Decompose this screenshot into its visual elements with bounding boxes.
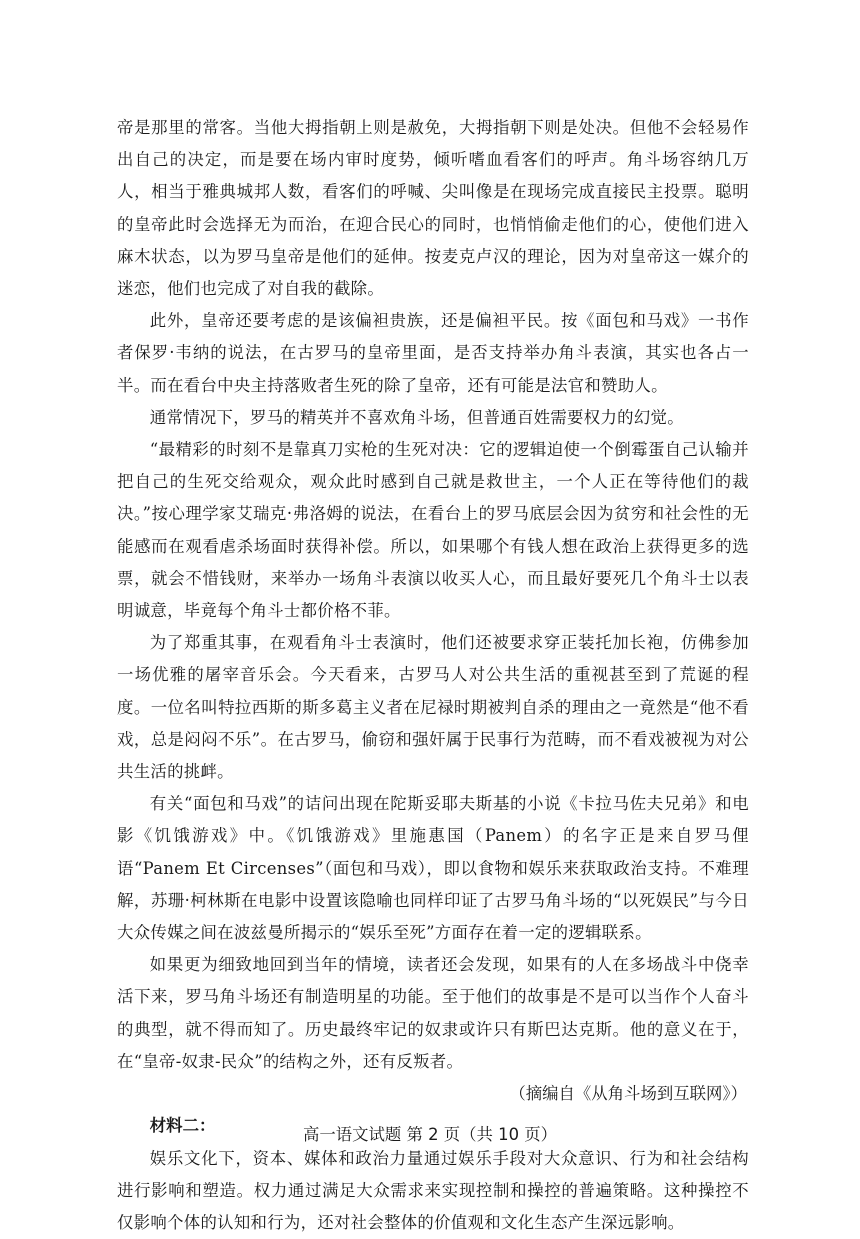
paragraph-3: 通常情况下，罗马的精英并不喜欢角斗场，但普通百姓需要权力的幻觉。 xyxy=(117,402,749,434)
section-2-paragraph: 娱乐文化下，资本、媒体和政治力量通过娱乐手段对大众意识、行为和社会结构进行影响和塑造。权力通过满足大众需求来实现控制和操控的普遍策略。这种操控不仅影响个体的认知和行为，还对社会整体的价值观和文化生态产生深远影响。 xyxy=(117,1143,749,1239)
paragraph-4: “最精彩的时刻不是靠真刀实枪的生死对决：它的逻辑迫使一个倒霉蛋自己认输并把自己的生死交给观众，观众此时感到自己就是救世主，一个人正在等待他们的裁决。”按心理学家艾瑞克·弗洛姆的说法，在看台上的罗马底层会因为贫穷和社会性的无能感而在观看虐杀场面时获得补偿。所以，如果哪个有钱人想在政治上获得更多的选票，就会不惜钱财，来举办一场角斗表演以收买人心，而且最好要死几个角斗士以表明诚意，毕竟每个角斗士都价格不菲。 xyxy=(117,434,749,627)
paragraph-1: 帝是那里的常客。当他大拇指朝上则是赦免，大拇指朝下则是处决。但他不会轻易作出自己的决定，而是要在场内审时度势，倾听嗜血看客们的呼声。角斗场容纳几万人，相当于雅典城邦人数，看客们的呼喊、尖叫像是在现场完成直接民主投票。聪明的皇帝此时会选择无为而治，在迎合民心的同时，也悄悄偷走他们的心，使他们进入麻木状态，以为罗马皇帝是他们的延伸。按麦克卢汉的理论，因为对皇帝这一媒介的迷恋，他们也完成了对自我的截除。 xyxy=(117,112,749,305)
paragraph-7: 如果更为细致地回到当年的情境，读者还会发现，如果有的人在多场战斗中侥幸活下来，罗马角斗场还有制造明星的功能。至于他们的故事是不是可以当作个人奋斗的典型，就不得而知了。历史最终牢记的奴隶或许只有斯巴达克斯。他的意义在于，在“皇帝-奴隶-民众”的结构之外，还有反叛者。 xyxy=(117,949,749,1078)
paragraph-2: 此外，皇帝还要考虑的是该偏袒贵族，还是偏袒平民。按《面包和马戏》一书作者保罗·韦纳的说法，在古罗马的皇帝里面，是否支持举办角斗表演，其实也各占一半。而在看台中央主持落败者生死的除了皇帝，还有可能是法官和赞助人。 xyxy=(117,305,749,402)
source-citation: （摘编自《从角斗场到互联网》） xyxy=(117,1078,749,1110)
section-2-title: 材料二： xyxy=(117,1110,749,1142)
article-body xyxy=(117,112,749,1239)
page-footer: 高一语文试题 第 2 页（共 10 页） xyxy=(0,1123,860,1147)
paragraph-6: 有关“面包和马戏”的诘问出现在陀斯妥耶夫斯基的小说《卡拉马佐夫兄弟》和电影《饥饿游戏》中。《饥饿游戏》里施惠国（Panem）的名字正是来自罗马俚语“Panem Et Circenses”（面包和马戏），即以食物和娱乐来获取政治支持。不难理解，苏珊·柯林斯在电影中设置该隐喻也同样印证了古罗马角斗场的“以死娱民”与今日大众传媒之间在波兹曼所揭示的“娱乐至死”方面存在着一定的逻辑联系。 xyxy=(117,788,749,949)
paragraph-5: 为了郑重其事，在观看角斗士表演时，他们还被要求穿正装托加长袍，仿佛参加一场优雅的屠宰音乐会。今天看来，古罗马人对公共生活的重视甚至到了荒诞的程度。一位名叫特拉西斯的斯多葛主义者在尼禄时期被判自杀的理由之一竟然是“他不看戏，总是闷闷不乐”。在古罗马，偷窃和强奸属于民事行为范畴，而不看戏被视为对公共生活的挑衅。 xyxy=(117,627,749,788)
